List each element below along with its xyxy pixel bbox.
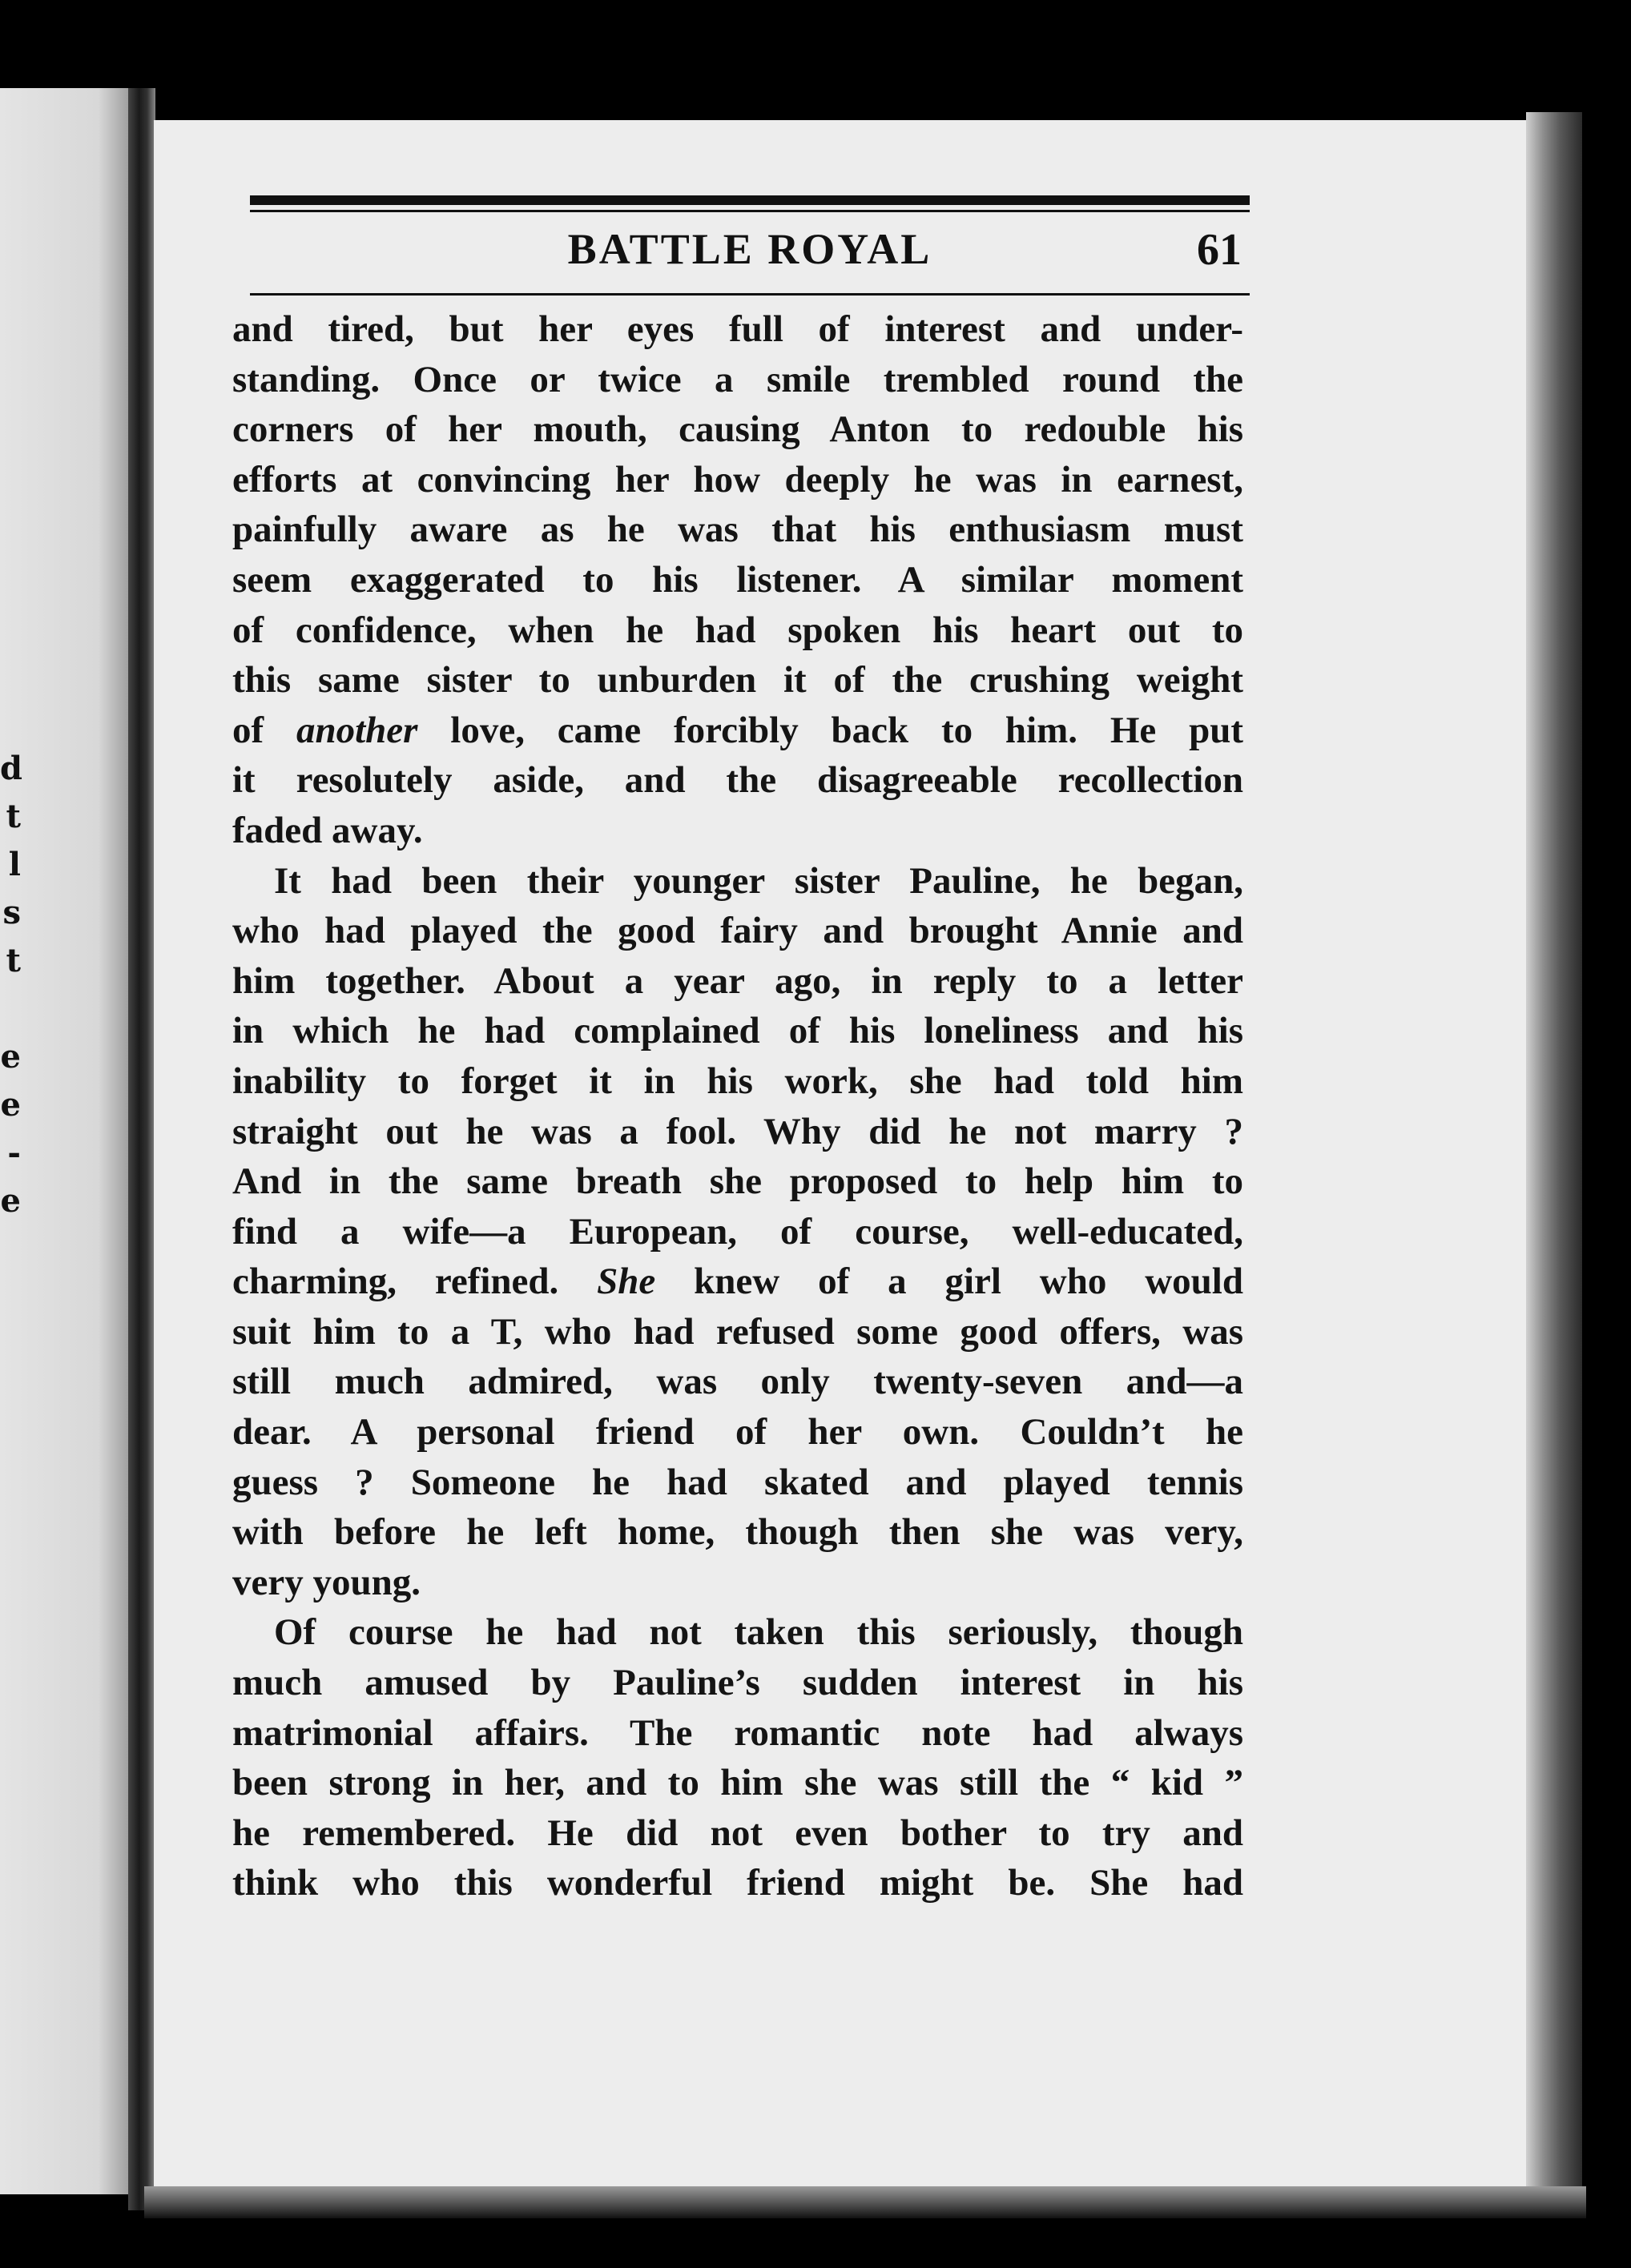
text-line: dear. A personal friend of her own. Couldn’t he [232, 1411, 1243, 1454]
running-head [250, 224, 1250, 280]
text-line: much amused by Pauline’s sudden interest in his [232, 1662, 1243, 1704]
facing-page-text-fragments [0, 745, 24, 1225]
facing-page-fragment [0, 985, 24, 1033]
text-line: and tired, but her eyes full of interest and under- [232, 308, 1243, 350]
header-rule-bottom [250, 293, 1250, 296]
text-line: still much admired, was only twenty-seven and—a [232, 1361, 1243, 1403]
text-line: inability to forget it in his work, she had told him [232, 1060, 1243, 1102]
text-line: he remembered. He did not even bother to try and [232, 1812, 1243, 1854]
text-line: It had been their younger sister Pauline, he began, [274, 859, 1243, 902]
header-rule-thin [250, 210, 1250, 212]
page-number: 61 [1197, 225, 1242, 275]
body-text [232, 304, 1243, 1908]
book-gutter [128, 88, 155, 2210]
facing-page-fragment: e [0, 1182, 21, 1220]
text-line: who had played the good fairy and brought Annie and [232, 910, 1243, 952]
text-line: find a wife—a European, of course, well-educated, [232, 1210, 1243, 1253]
facing-page-fragment: e [0, 1086, 21, 1124]
text-line: seem exaggerated to his listener. A similar moment [232, 558, 1243, 601]
text-line: been strong in her, and to him she was still the “ kid ” [232, 1762, 1243, 1804]
text-line: standing. Once or twice a smile trembled round the [232, 358, 1243, 400]
text-line: charming, refined. She knew of a girl who would [232, 1261, 1243, 1303]
facing-page-fragment: t [6, 798, 21, 835]
text-line: of another love, came forcibly back to him. He put [232, 709, 1243, 751]
text-line: Of course he had not taken this seriously, though [274, 1611, 1243, 1654]
page-edges [1526, 112, 1582, 2210]
text-line: in which he had complained of his loneliness and his [232, 1010, 1243, 1052]
text-line: guess ? Someone he had skated and played tennis [232, 1461, 1243, 1503]
text-line: very young. [232, 1561, 421, 1603]
text-line: of confidence, when he had spoken his heart out to [232, 609, 1243, 651]
text-line: think who this wonderful friend might be. She had [232, 1862, 1243, 1904]
text-line: And in the same breath she proposed to help him to [232, 1160, 1243, 1203]
text-line: painfully aware as he was that his enthusiasm must [232, 509, 1243, 551]
text-line: faded away. [232, 809, 423, 851]
text-line: straight out he was a fool. Why did he not marry ? [232, 1110, 1243, 1152]
italic-word: another [296, 709, 418, 751]
facing-page-fragment: d [0, 750, 22, 787]
bottom-edge [144, 2186, 1586, 2218]
facing-page-fragment: t [6, 942, 21, 979]
text-line: efforts at convincing her how deeply he was in earnest, [232, 458, 1243, 501]
text-line: corners of her mouth, causing Anton to redouble his [232, 408, 1243, 451]
facing-page-fragment: e [0, 1038, 21, 1076]
text-line: it resolutely aside, and the disagreeable recollection [232, 759, 1243, 802]
text-line: this same sister to unburden it of the crushing weight [232, 659, 1243, 702]
facing-page-fragment: - [7, 1134, 21, 1172]
text-line: suit him to a T, who had refused some good offers, was [232, 1310, 1243, 1353]
italic-word: She [597, 1261, 656, 1303]
facing-page-fragment: s [2, 894, 21, 931]
header-rule-thick [250, 195, 1250, 205]
text-line: with before he left home, though then she was very, [232, 1511, 1243, 1554]
running-head-title: BATTLE ROYAL [567, 225, 932, 273]
text-line: matrimonial affairs. The romantic note had always [232, 1711, 1243, 1754]
text-line: him together. About a year ago, in reply to a letter [232, 959, 1243, 1002]
facing-page-fragment: l [8, 846, 21, 883]
